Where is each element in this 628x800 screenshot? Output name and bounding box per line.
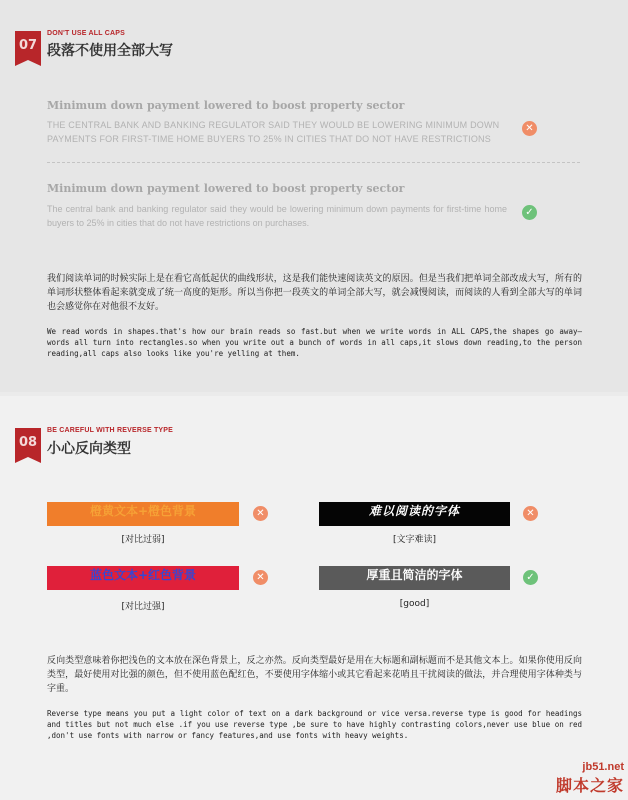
cross-icon: ✕ <box>253 570 268 585</box>
chinese-paragraph: 反向类型意味着你把浅色的文本放在深色背景上，反之亦然。反向类型最好是用在大标题和副标题而不是其他文本上。如果你使用反向类型，最好使用对比强的颜色，但不使用蓝色配红色，不要使用字体缩小或其它看起来花哨且干扰阅读的做法，并合理使用字体种类与字重。 <box>47 656 582 694</box>
english-paragraph: Reverse type means you put a light color of text on a dark background or vice versa.reverse type is good for headings and titles but not much else .if you use reverse type ,be sure to have highly contrasting colors,never use blue on red ,don't use fonts with narrow or fancy features,and use fonts with heavy weights. <box>47 709 582 740</box>
section-07 <box>0 0 628 392</box>
cross-icon: ✕ <box>523 506 538 521</box>
check-icon: ✓ <box>523 570 538 585</box>
section-08 <box>0 396 628 800</box>
section-title: 段落不使用全部大写 <box>47 43 173 59</box>
good-example-heading: Minimum down payment lowered to boost property sector <box>47 182 405 195</box>
section-number-badge: 07 <box>15 31 41 60</box>
sample-caption: [对比过强] <box>121 602 165 612</box>
sample-hard-to-read-font: 难以阅读的字体 <box>319 502 510 526</box>
cross-icon: ✕ <box>522 121 537 136</box>
chinese-paragraph: 我们阅读单词的时候实际上是在看它高低起伏的曲线形状，这是我们能快速阅读英文的原因。但是当我们把单词全部改成大写，所有的单词形状整体看起来就变成了统一高度的矩形。所以当你把一段英文的单词全部大写，就会减慢阅读，而阅读的人看到全部大写的单词也会感觉你在对他很不友好。 <box>47 274 582 312</box>
sample-orange-on-orange: 橙黄文本+橙色背景 <box>47 502 239 526</box>
bad-example-heading: Minimum down payment lowered to boost property sector <box>47 99 405 112</box>
bad-example-body: THE CENTRAL BANK AND BANKING REGULATOR SAID THEY WOULD BE LOWERING MINIMUM DOWN PAYMENTS FOR FIRST-TIME HOME BUYERS TO 25% IN CITIES THAT DO NOT HAVE RESTRICTIONS <box>47 120 500 144</box>
sample-caption: [good] <box>399 599 430 609</box>
watermark-domain: jb51.net <box>582 761 624 773</box>
english-paragraph: We read words in shapes.that's how our brain reads so fast.but when we write words in ALL CAPS,the shapes go away—words all turn into rectangles.so when you write out a bunch of words in all caps,it slows down reading,to the person reading,all caps also looks like you're yelling at them. <box>47 327 582 358</box>
section-number-badge: 08 <box>15 428 41 457</box>
watermark-name: 脚本之家 <box>555 776 624 795</box>
sample-caption: [对比过弱] <box>121 535 165 545</box>
section-kicker: DON'T USE ALL CAPS <box>47 30 125 37</box>
sample-blue-on-red: 蓝色文本+红色背景 <box>47 566 239 590</box>
good-example-body: The central bank and banking regulator said they would be lowering minimum down payments for first-time home buyers to 25% in cities that do not have restrictions on purchases. <box>47 204 507 228</box>
cross-icon: ✕ <box>253 506 268 521</box>
divider <box>47 162 580 163</box>
section-title: 小心反向类型 <box>47 441 131 457</box>
sample-caption: [文字难读] <box>392 535 437 545</box>
check-icon: ✓ <box>522 205 537 220</box>
section-kicker: BE CAREFUL WITH REVERSE TYPE <box>47 427 174 434</box>
watermark-logo <box>556 761 624 796</box>
sample-heavy-simple-font: 厚重且简洁的字体 <box>319 566 510 590</box>
